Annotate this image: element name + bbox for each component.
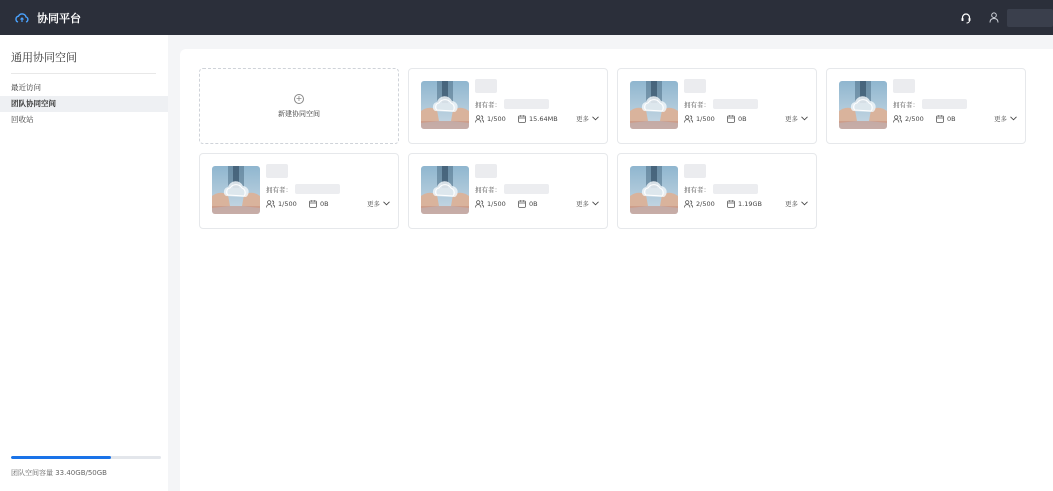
storage-usage (11, 456, 163, 478)
space-name[interactable] (893, 79, 915, 93)
member-count (475, 115, 518, 123)
owner-row (475, 99, 599, 109)
app-title: 协同平台 (37, 11, 81, 25)
owner-row (475, 184, 599, 194)
space-name[interactable] (475, 164, 497, 178)
owner-row (684, 99, 808, 109)
owner-label: 拥有者： (893, 100, 919, 109)
storage-icon (518, 200, 526, 208)
topbar-actions (959, 0, 1053, 35)
space-meta (266, 199, 390, 208)
support-icon[interactable] (959, 11, 973, 25)
owner-label: 拥有者： (266, 185, 292, 194)
sidebar-title: 通用协同空间 (11, 51, 77, 64)
space-name[interactable] (475, 79, 497, 93)
storage-icon (727, 200, 735, 208)
space-size (727, 200, 781, 208)
space-size (936, 115, 990, 123)
owner-name (922, 99, 967, 109)
more-label: 更多 (367, 200, 380, 208)
sidebar-item-recycle-bin[interactable]: 回收站 (11, 115, 34, 124)
space-size-text: 0B (738, 114, 747, 123)
space-card[interactable] (199, 153, 399, 229)
members-icon (266, 200, 275, 208)
member-count (684, 200, 727, 208)
storage-icon (518, 115, 526, 123)
storage-progress-bar (11, 456, 161, 459)
owner-label: 拥有者： (684, 185, 710, 194)
chevron-down-icon (383, 201, 390, 206)
sidebar-item-recent[interactable]: 最近访问 (11, 83, 41, 92)
space-meta (893, 114, 1017, 123)
member-count-text: 1/500 (487, 199, 506, 208)
user-name[interactable] (1007, 9, 1053, 27)
members-icon (684, 115, 693, 123)
space-size (518, 115, 572, 123)
space-card[interactable] (408, 153, 608, 229)
chevron-down-icon (801, 116, 808, 121)
member-count (893, 115, 936, 123)
sidebar (0, 35, 168, 491)
space-size-text: 0B (947, 114, 956, 123)
space-name[interactable] (684, 164, 706, 178)
chevron-down-icon (801, 201, 808, 206)
more-dropdown[interactable] (367, 199, 390, 208)
more-label: 更多 (994, 115, 1007, 123)
space-info (684, 164, 808, 208)
space-size-text: 1.19GB (738, 199, 762, 208)
owner-label: 拥有者： (475, 100, 501, 109)
more-dropdown[interactable] (576, 114, 599, 123)
chevron-down-icon (592, 116, 599, 121)
space-info (475, 164, 599, 208)
owner-name (504, 184, 549, 194)
more-label: 更多 (576, 115, 589, 123)
more-dropdown[interactable] (785, 114, 808, 123)
space-size (727, 115, 781, 123)
members-icon (475, 115, 484, 123)
owner-name (504, 99, 549, 109)
new-space-button[interactable] (199, 68, 399, 144)
member-count (475, 200, 518, 208)
storage-icon (727, 115, 735, 123)
storage-icon (309, 200, 317, 208)
space-meta (475, 199, 599, 208)
owner-row (893, 99, 1017, 109)
member-count (684, 115, 727, 123)
top-bar (0, 0, 1053, 35)
member-count-text: 2/500 (696, 199, 715, 208)
plus-circle-icon: + (295, 93, 303, 103)
space-name[interactable] (684, 79, 706, 93)
space-size (518, 200, 572, 208)
member-count-text: 1/500 (696, 114, 715, 123)
member-count (266, 200, 309, 208)
space-thumbnail (212, 166, 260, 214)
chevron-down-icon (592, 201, 599, 206)
space-meta (684, 114, 808, 123)
members-icon (475, 200, 484, 208)
space-size-text: 15.64MB (529, 114, 558, 123)
space-name[interactable] (266, 164, 288, 178)
space-thumbnail (630, 81, 678, 129)
member-count-text: 1/500 (487, 114, 506, 123)
space-thumbnail (421, 166, 469, 214)
storage-text: 团队空间容量 33.40GB/50GB (11, 469, 107, 477)
space-thumbnail (421, 81, 469, 129)
cloud-logo-icon[interactable] (15, 11, 29, 25)
more-dropdown[interactable] (994, 114, 1017, 123)
space-card[interactable] (617, 68, 817, 144)
members-icon (893, 115, 902, 123)
space-size (309, 200, 363, 208)
new-space-label: 新建协同空间 (278, 109, 320, 118)
space-thumbnail (630, 166, 678, 214)
space-info (893, 79, 1017, 123)
owner-name (713, 99, 758, 109)
sidebar-item-team-spaces[interactable]: 团队协同空间 (0, 96, 168, 112)
more-dropdown[interactable] (576, 199, 599, 208)
sidebar-nav (0, 80, 168, 128)
space-size-text: 0B (529, 199, 538, 208)
space-grid (199, 68, 1035, 229)
main-content (180, 49, 1053, 491)
space-info (684, 79, 808, 123)
more-dropdown[interactable] (785, 199, 808, 208)
storage-progress-fill (11, 456, 111, 459)
storage-icon (936, 115, 944, 123)
space-meta (475, 114, 599, 123)
more-label: 更多 (785, 200, 798, 208)
chevron-down-icon (1010, 116, 1017, 121)
member-count-text: 1/500 (278, 199, 297, 208)
space-card[interactable] (408, 68, 608, 144)
space-info (475, 79, 599, 123)
owner-row (684, 184, 808, 194)
owner-name (295, 184, 340, 194)
member-count-text: 2/500 (905, 114, 924, 123)
more-label: 更多 (785, 115, 798, 123)
space-size-text: 0B (320, 199, 329, 208)
space-info (266, 164, 390, 208)
space-thumbnail (839, 81, 887, 129)
members-icon (684, 200, 693, 208)
owner-row (266, 184, 390, 194)
more-label: 更多 (576, 200, 589, 208)
sidebar-divider (11, 73, 156, 74)
space-meta (684, 199, 808, 208)
user-icon[interactable] (987, 11, 1001, 25)
owner-name (713, 184, 758, 194)
space-card[interactable] (826, 68, 1026, 144)
owner-label: 拥有者： (475, 185, 501, 194)
owner-label: 拥有者： (684, 100, 710, 109)
space-card[interactable] (617, 153, 817, 229)
